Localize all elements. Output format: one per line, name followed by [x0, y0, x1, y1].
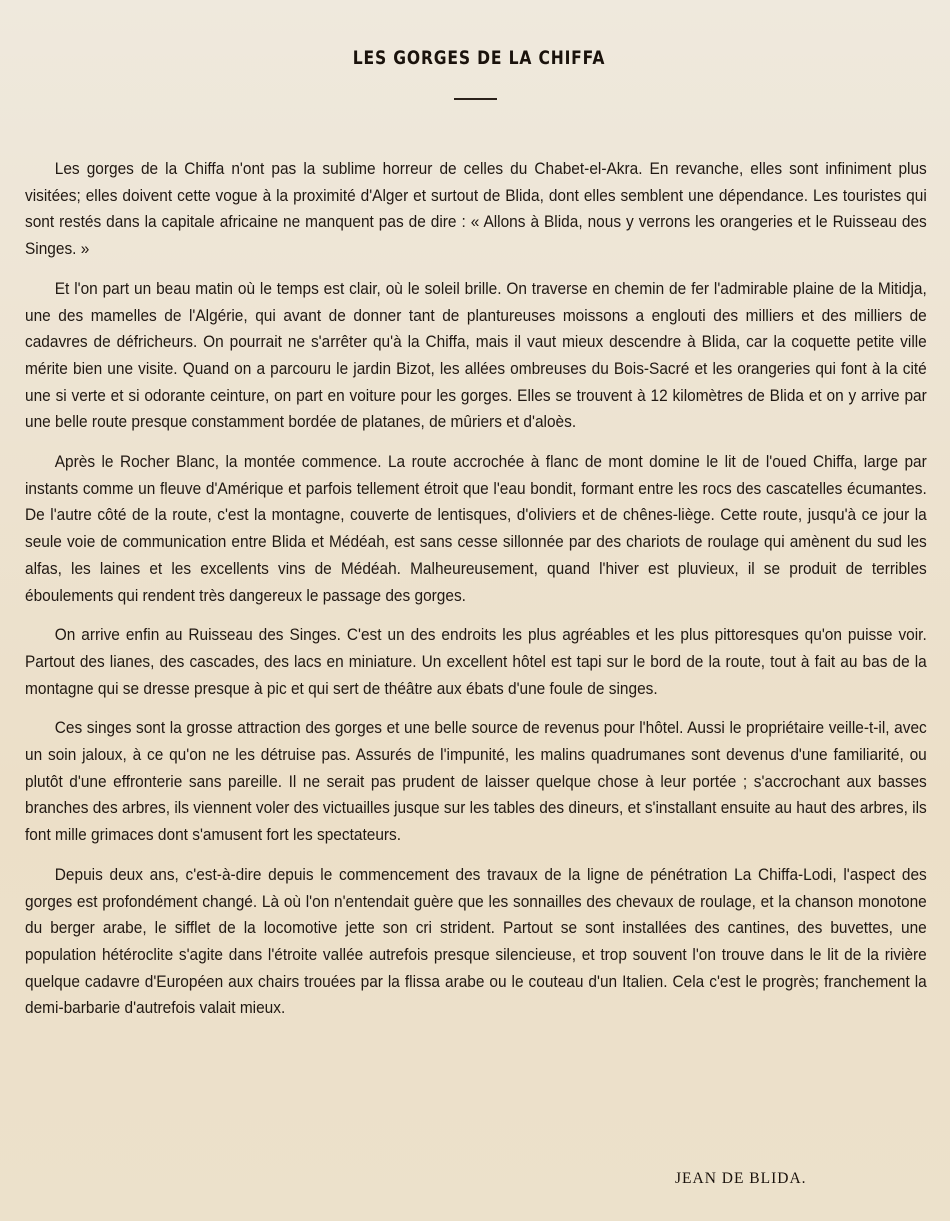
paragraph-4: On arrive enfin au Ruisseau des Singes. C'est un des endroits les plus agréables et les plus pittoresques qu'on puisse voir. Partout des lianes, des cascades, des lacs en miniature. Un excellent hôtel est tapi sur le bord de la route, tout à fait au bas de la montagne qui se dresse presque à pic et qui sert de théâtre aux ébats d'une foule de singes.: [25, 625, 927, 698]
paragraph-2: Et l'on part un beau matin où le temps est clair, où le soleil brille. On traverse en chemin de fer l'admirable plaine de la Mitidja, une des mamelles de l'Algérie, qui avant de donner tant de plantureuses moissons a englouti des milliers et des milliers de cadavres de défricheurs. On pourrait ne s'arrêter qu'à la Chiffa, mais il vaut mieux descendre à Blida, car la coquette petite ville mérite bien une visite. Quand on a parcouru le jardin Bizot, les allées ombreuses du Bois-Sacré et les orangeries qui font à la cité une si verte et si odorante ceinture, on part en voiture pour les gorges. Elles se trouvent à 12 kilomètres de Blida et on y arrive par une belle route presque constamment bordée de platanes, de mûriers et d'aloès.: [25, 278, 927, 432]
paragraph-5: Ces singes sont la grosse attraction des gorges et une belle source de revenus pour l'hôtel. Aussi le propriétaire veille-t-il, avec un soin jaloux, à ce qu'on ne les détruise pas. Assurés de l'impunité, les malins quadrumanes sont devenus d'une familiarité, ou plutôt d'une effronterie sans pareille. Il ne serait pas prudent de laisser quelque chose à leur portée ; s'accrochant aux basses branches des arbres, ils viennent voler des victuailles jusque sur les tables des dineurs, et s'installant ensuite au haut des arbres, ils font mille grimaces dont s'amusent fort les spectateurs.: [25, 718, 927, 845]
paragraph-3: Après le Rocher Blanc, la montée commence. La route accrochée à flanc de mont domine le lit de l'oued Chiffa, large par instants comme un fleuve d'Amérique et parfois tellement étroit que l'eau bondit, formant entre les rocs des cascatelles écumantes. De l'autre côté de la route, c'est la montagne, couverte de lentisques, d'oliviers et de chênes-liège. Cette route, jusqu'à ce jour la seule voie de communication entre Blida et Médéah, est sans cesse sillonnée par des chariots de roulage qui amènent du sud les alfas, les laines et les excellents vins de Médéah. Malheureusement, quand l'hiver est pluvieux, il se produit de terribles éboulements qui rendent très dangereux le passage des gorges.: [25, 452, 927, 605]
article-body: [25, 156, 927, 1035]
paragraph-1: Les gorges de la Chiffa n'ont pas la sublime horreur de celles du Chabet-el-Akra. En revanche, elles sont infiniment plus visitées; elles doivent cette vogue à la proximité d'Alger et surtout de Blida, dont elles semblent une dépendance. Les touristes qui sont restés dans la capitale africaine ne manquent pas de dire : « Allons à Blida, nous y verrons les orangeries et le Ruisseau des Singes. »: [25, 159, 927, 259]
page-title: LES GORGES DE LA CHIFFA: [352, 47, 606, 69]
title-divider: [454, 98, 497, 100]
paragraph-6: Depuis deux ans, c'est-à-dire depuis le commencement des travaux de la ligne de pénétration La Chiffa-Lodi, l'aspect des gorges est profondément changé. Là où l'on n'entendait guère que les sonnailles des chevaux de roulage, et la chanson monotone du berger arabe, le sifflet de la locomotive jette son cri strident. Partout se sont installées des cantines, des buvettes, une population hétéroclite s'agite dans l'étroite vallée autrefois presque silencieuse, et trop souvent l'on trouve dans le lit de la rivière quelque cadavre d'Européen aux chairs trouées par la flissa arabe ou le couteau d'un Italien. Cela c'est le progrès; franchement la demi-barbarie d'autrefois valait mieux.: [25, 864, 927, 1018]
author-signature: JEAN DE BLIDA.: [675, 1170, 807, 1187]
